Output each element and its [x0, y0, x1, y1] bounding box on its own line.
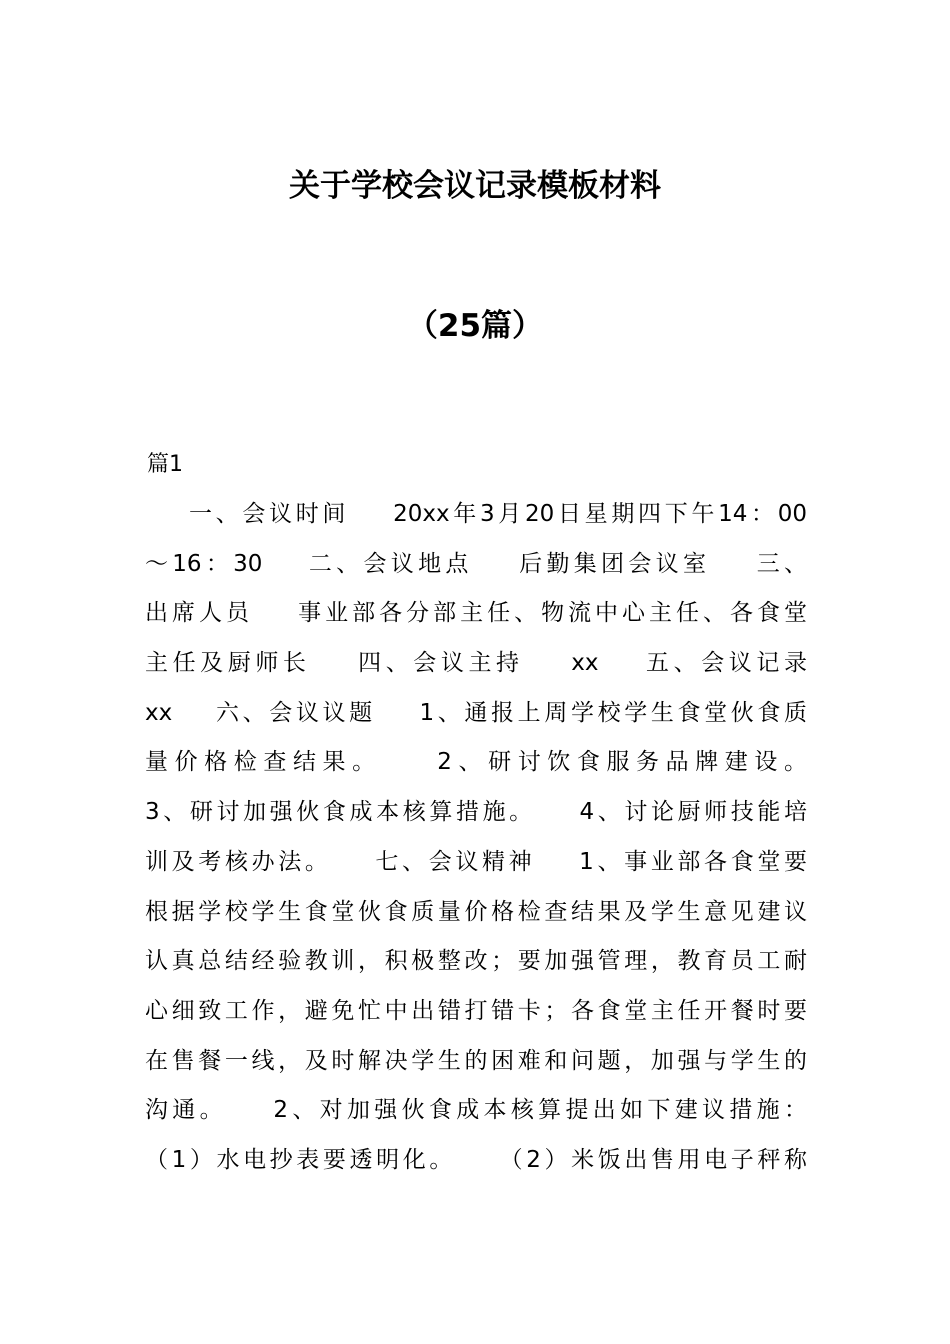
body-line: 沟通。 2、对加强伙食成本核算提出如下建议措施：	[145, 1097, 807, 1124]
body-line: 在售餐一线，及时解决学生的困难和问题，加强与学生的	[145, 1047, 807, 1074]
document-title: 关于学校会议记录模板材料	[289, 168, 661, 204]
body-line: xx 六、会议议题 1、通报上周学校学生食堂伙食质	[145, 699, 807, 726]
body-line: 出席人员 事业部各分部主任、物流中心主任、各食堂	[145, 600, 807, 627]
body-line: 量价格检查结果。 2、研讨饮食服务品牌建设。	[145, 749, 807, 776]
body-line: 主任及厨师长 四、会议主持 xx 五、会议记录	[145, 650, 807, 677]
body-line: 训及考核办法。 七、会议精神 1、事业部各食堂要	[145, 848, 807, 875]
body-line: 根据学校学生食堂伙食质量价格检查结果及学生意见建议	[145, 898, 807, 925]
body-line: 认真总结经验教训，积极整改；要加强管理，教育员工耐	[145, 948, 807, 975]
body-line: 心细致工作，避免忙中出错打错卡；各食堂主任开餐时要	[145, 997, 807, 1024]
body-line: 一、会议时间 20xx年3月20日星期四下午14：00	[145, 501, 807, 527]
body-line: 3、研讨加强伙食成本核算措施。 4、讨论厨师技能培	[145, 799, 807, 826]
body-line: ～16：30 二、会议地点 后勤集团会议室 三、	[145, 550, 807, 577]
body-line: （1）水电抄表要透明化。 （2）米饭出售用电子秤称	[145, 1146, 807, 1173]
document-body	[145, 490, 807, 1186]
document-subtitle: （25篇）	[406, 308, 544, 344]
section-label: 篇1	[147, 452, 183, 477]
